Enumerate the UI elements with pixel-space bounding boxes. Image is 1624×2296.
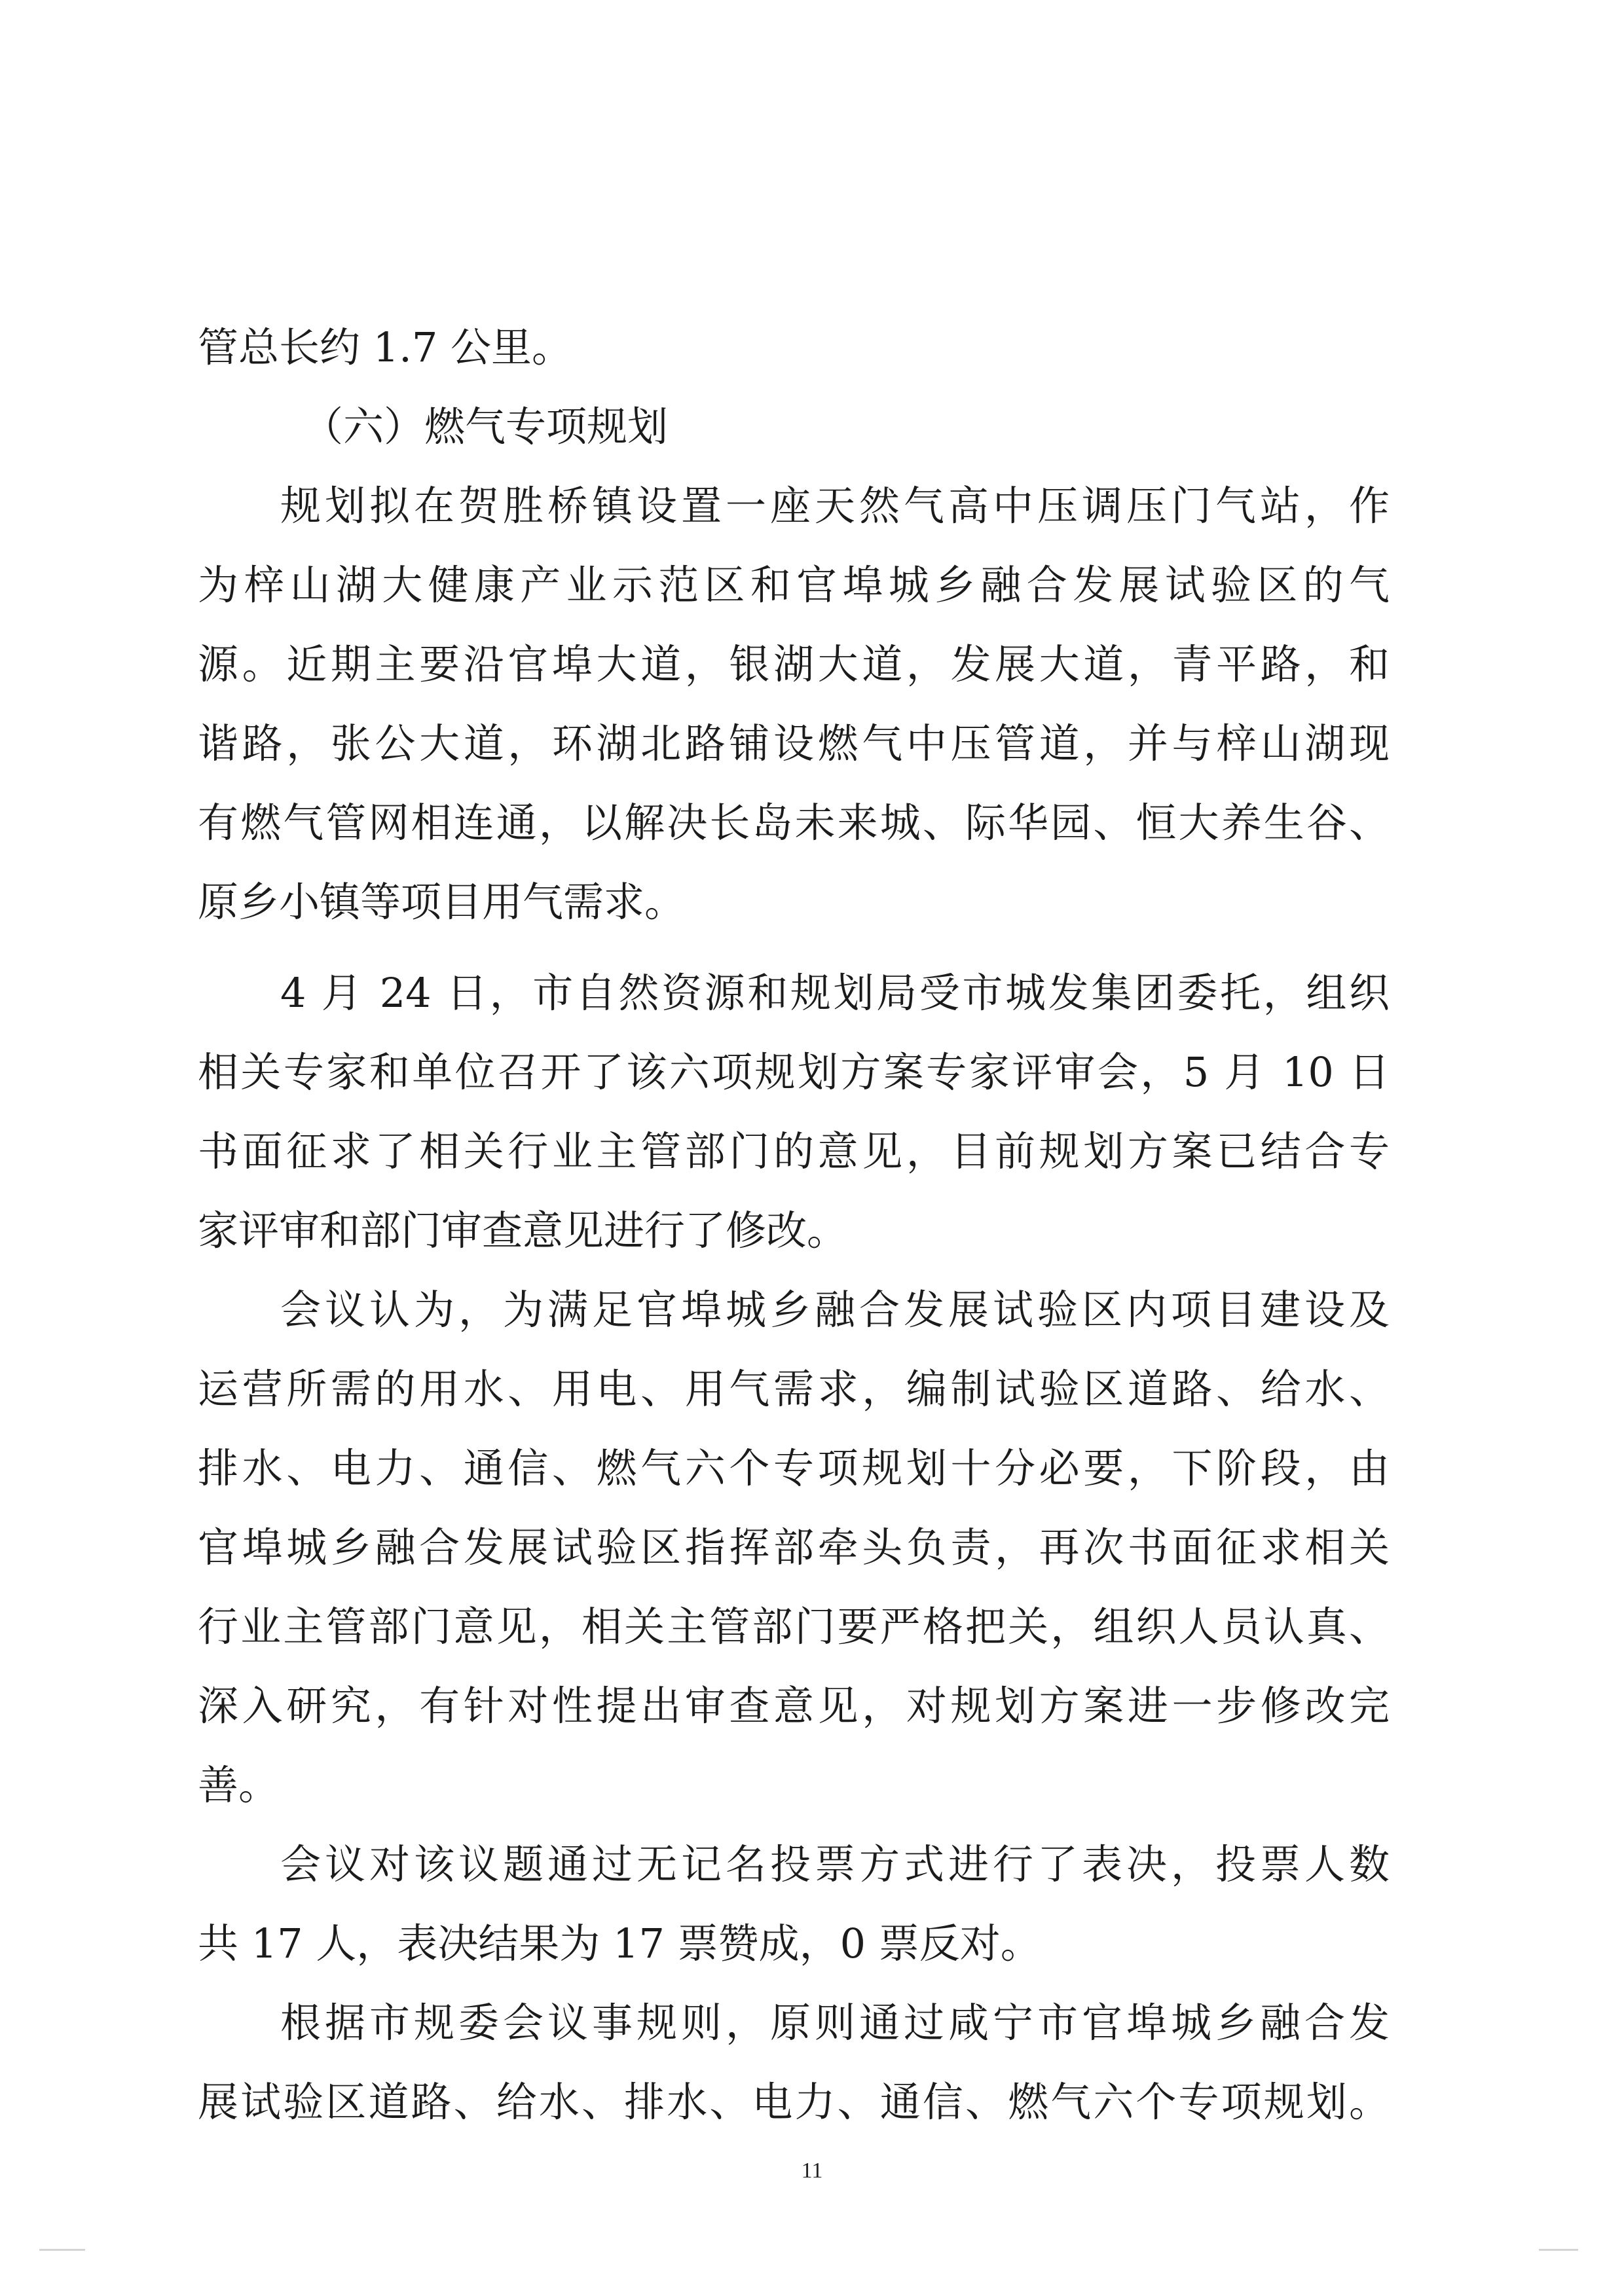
- paragraph-line: 为梓山湖大健康产业示范区和官埠城乡融合发展试验区的气: [198, 561, 1390, 609]
- paragraph-line: 深入研究，有针对性提出审查意见，对规划方案进一步修改完: [198, 1682, 1390, 1730]
- page-number: 11: [801, 2159, 823, 2183]
- paragraph-line: 原乡小镇等项目用气需求。: [198, 878, 686, 926]
- paragraph-line-vote-result: 共 17 人，表决结果为 17 票赞成，0 票反对。: [198, 1920, 1041, 1967]
- paragraph-line: 谐路，张公大道，环湖北路铺设燃气中压管道，并与梓山湖现: [198, 720, 1390, 767]
- paragraph-line: 家评审和部门审查意见进行了修改。: [198, 1207, 848, 1254]
- section-heading-gas-plan: （六）燃气专项规划: [303, 403, 669, 450]
- scan-artifact-right: [1539, 2249, 1578, 2251]
- paragraph-line-pipeline-length: 管总长约 1.7 公里。: [198, 323, 573, 371]
- document-body: [198, 308, 1390, 2141]
- paragraph-line: 源。近期主要沿官埠大道，银湖大道，发展大道，青平路，和: [198, 640, 1390, 688]
- paragraph-line: 运营所需的用水、用电、用气需求，编制试验区道路、给水、: [198, 1365, 1390, 1413]
- paragraph-line: 有燃气管网相连通，以解决长岛未来城、际华园、恒大养生谷、: [198, 799, 1390, 847]
- paragraph-line: 4 月 24 日，市自然资源和规划局受市城发集团委托，组织: [280, 969, 1390, 1017]
- paragraph-line-conclusion: 展试验区道路、给水、排水、电力、通信、燃气六个专项规划。: [198, 2078, 1390, 2126]
- paragraph-line: 会议认为，为满足官埠城乡融合发展试验区内项目建设及: [280, 1286, 1390, 1334]
- paragraph-line: 根据市规委会议事规则，原则通过咸宁市官埠城乡融合发: [280, 1999, 1390, 2047]
- paragraph-line: 官埠城乡融合发展试验区指挥部牵头负责，再次书面征求相关: [198, 1523, 1390, 1571]
- paragraph-line: 会议对该议题通过无记名投票方式进行了表决，投票人数: [280, 1840, 1390, 1888]
- paragraph-line: 相关专家和单位召开了该六项规划方案专家评审会，5 月 10 日: [198, 1048, 1390, 1096]
- paragraph-line: 书面征求了相关行业主管部门的意见，目前规划方案已结合专: [198, 1127, 1390, 1175]
- paragraph-line: 规划拟在贺胜桥镇设置一座天然气高中压调压门气站，作: [280, 482, 1390, 530]
- scan-artifact-left: [39, 2249, 85, 2251]
- paragraph-line: 行业主管部门意见，相关主管部门要严格把关，组织人员认真、: [198, 1603, 1390, 1650]
- paragraph-line: 排水、电力、通信、燃气六个专项规划十分必要，下阶段，由: [198, 1444, 1390, 1492]
- paragraph-line: 善。: [198, 1761, 280, 1809]
